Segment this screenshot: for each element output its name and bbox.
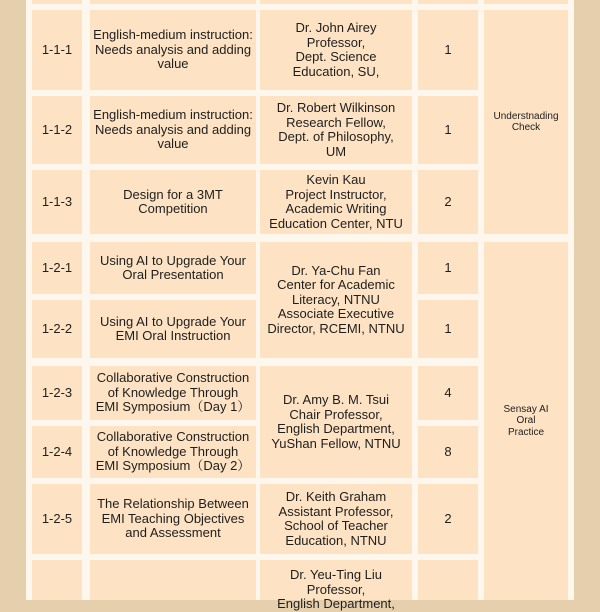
row-speaker: Dr. Keith Graham Assistant Professor, School of Teacher Education, NTNU bbox=[260, 484, 412, 554]
row-title: Collaborative Construction of Knowledge Through EMI Symposium（Day 1） bbox=[90, 366, 256, 420]
row-hours: 2 bbox=[418, 170, 478, 234]
header-cell-title bbox=[90, 0, 256, 4]
header-cell-speaker bbox=[260, 0, 412, 4]
row-title: Using AI to Upgrade Your Oral Presentation bbox=[90, 242, 256, 294]
row-id: 1-1-2 bbox=[32, 96, 82, 164]
row-id: 1-2-1 bbox=[32, 242, 82, 294]
row-title: English-medium instruction: Needs analysis and adding value bbox=[90, 96, 256, 164]
group-label: Sensay AI Oral Practice bbox=[484, 242, 568, 600]
header-cell-group bbox=[484, 0, 568, 4]
schedule-table bbox=[26, 0, 574, 611]
row-title: Using AI to Upgrade Your EMI Oral Instruction bbox=[90, 300, 256, 358]
row-id: 1-1-1 bbox=[32, 10, 82, 90]
row-speaker: Kevin Kau Project Instructor, Academic Writing Education Center, NTU bbox=[260, 170, 412, 234]
row-id: 1-2-5 bbox=[32, 484, 82, 554]
group-label: Understnading Check bbox=[484, 10, 568, 234]
header-cell-hours bbox=[418, 0, 478, 4]
row-hours: 1 bbox=[418, 242, 478, 294]
row-hours: 2 bbox=[418, 484, 478, 554]
row-title: Design for a 3MT Competition bbox=[90, 170, 256, 234]
header-cell-id bbox=[32, 0, 82, 4]
row-title: English-medium instruction: Needs analysis and adding value bbox=[90, 10, 256, 90]
row-id bbox=[32, 560, 82, 600]
row-id: 1-2-2 bbox=[32, 300, 82, 358]
row-speaker: Dr. Amy B. M. Tsui Chair Professor, English Department, YuShan Fellow, NTNU bbox=[260, 366, 412, 478]
row-hours: 1 bbox=[418, 300, 478, 358]
row-speaker: Dr. John Airey Professor, Dept. Science Education, SU, bbox=[260, 10, 412, 90]
row-speaker: Dr. Ya-Chu Fan Center for Academic Literacy, NTNU Associate Executive Director, RCEMI, NTNU bbox=[260, 242, 412, 358]
row-hours: 1 bbox=[418, 10, 478, 90]
row-title bbox=[90, 560, 256, 600]
row-hours bbox=[418, 560, 478, 600]
row-speaker: Dr. Robert Wilkinson Research Fellow, Dept. of Philosophy, UM bbox=[260, 96, 412, 164]
row-speaker: Dr. Yeu-Ting Liu Professor, English Department, bbox=[260, 560, 412, 600]
row-id: 1-2-3 bbox=[32, 366, 82, 420]
row-title: Collaborative Construction of Knowledge Through EMI Symposium（Day 2） bbox=[90, 426, 256, 478]
row-hours: 4 bbox=[418, 366, 478, 420]
row-id: 1-1-3 bbox=[32, 170, 82, 234]
row-id: 1-2-4 bbox=[32, 426, 82, 478]
row-title: The Relationship Between EMI Teaching Objectives and Assessment bbox=[90, 484, 256, 554]
row-hours: 1 bbox=[418, 96, 478, 164]
row-hours: 8 bbox=[418, 426, 478, 478]
